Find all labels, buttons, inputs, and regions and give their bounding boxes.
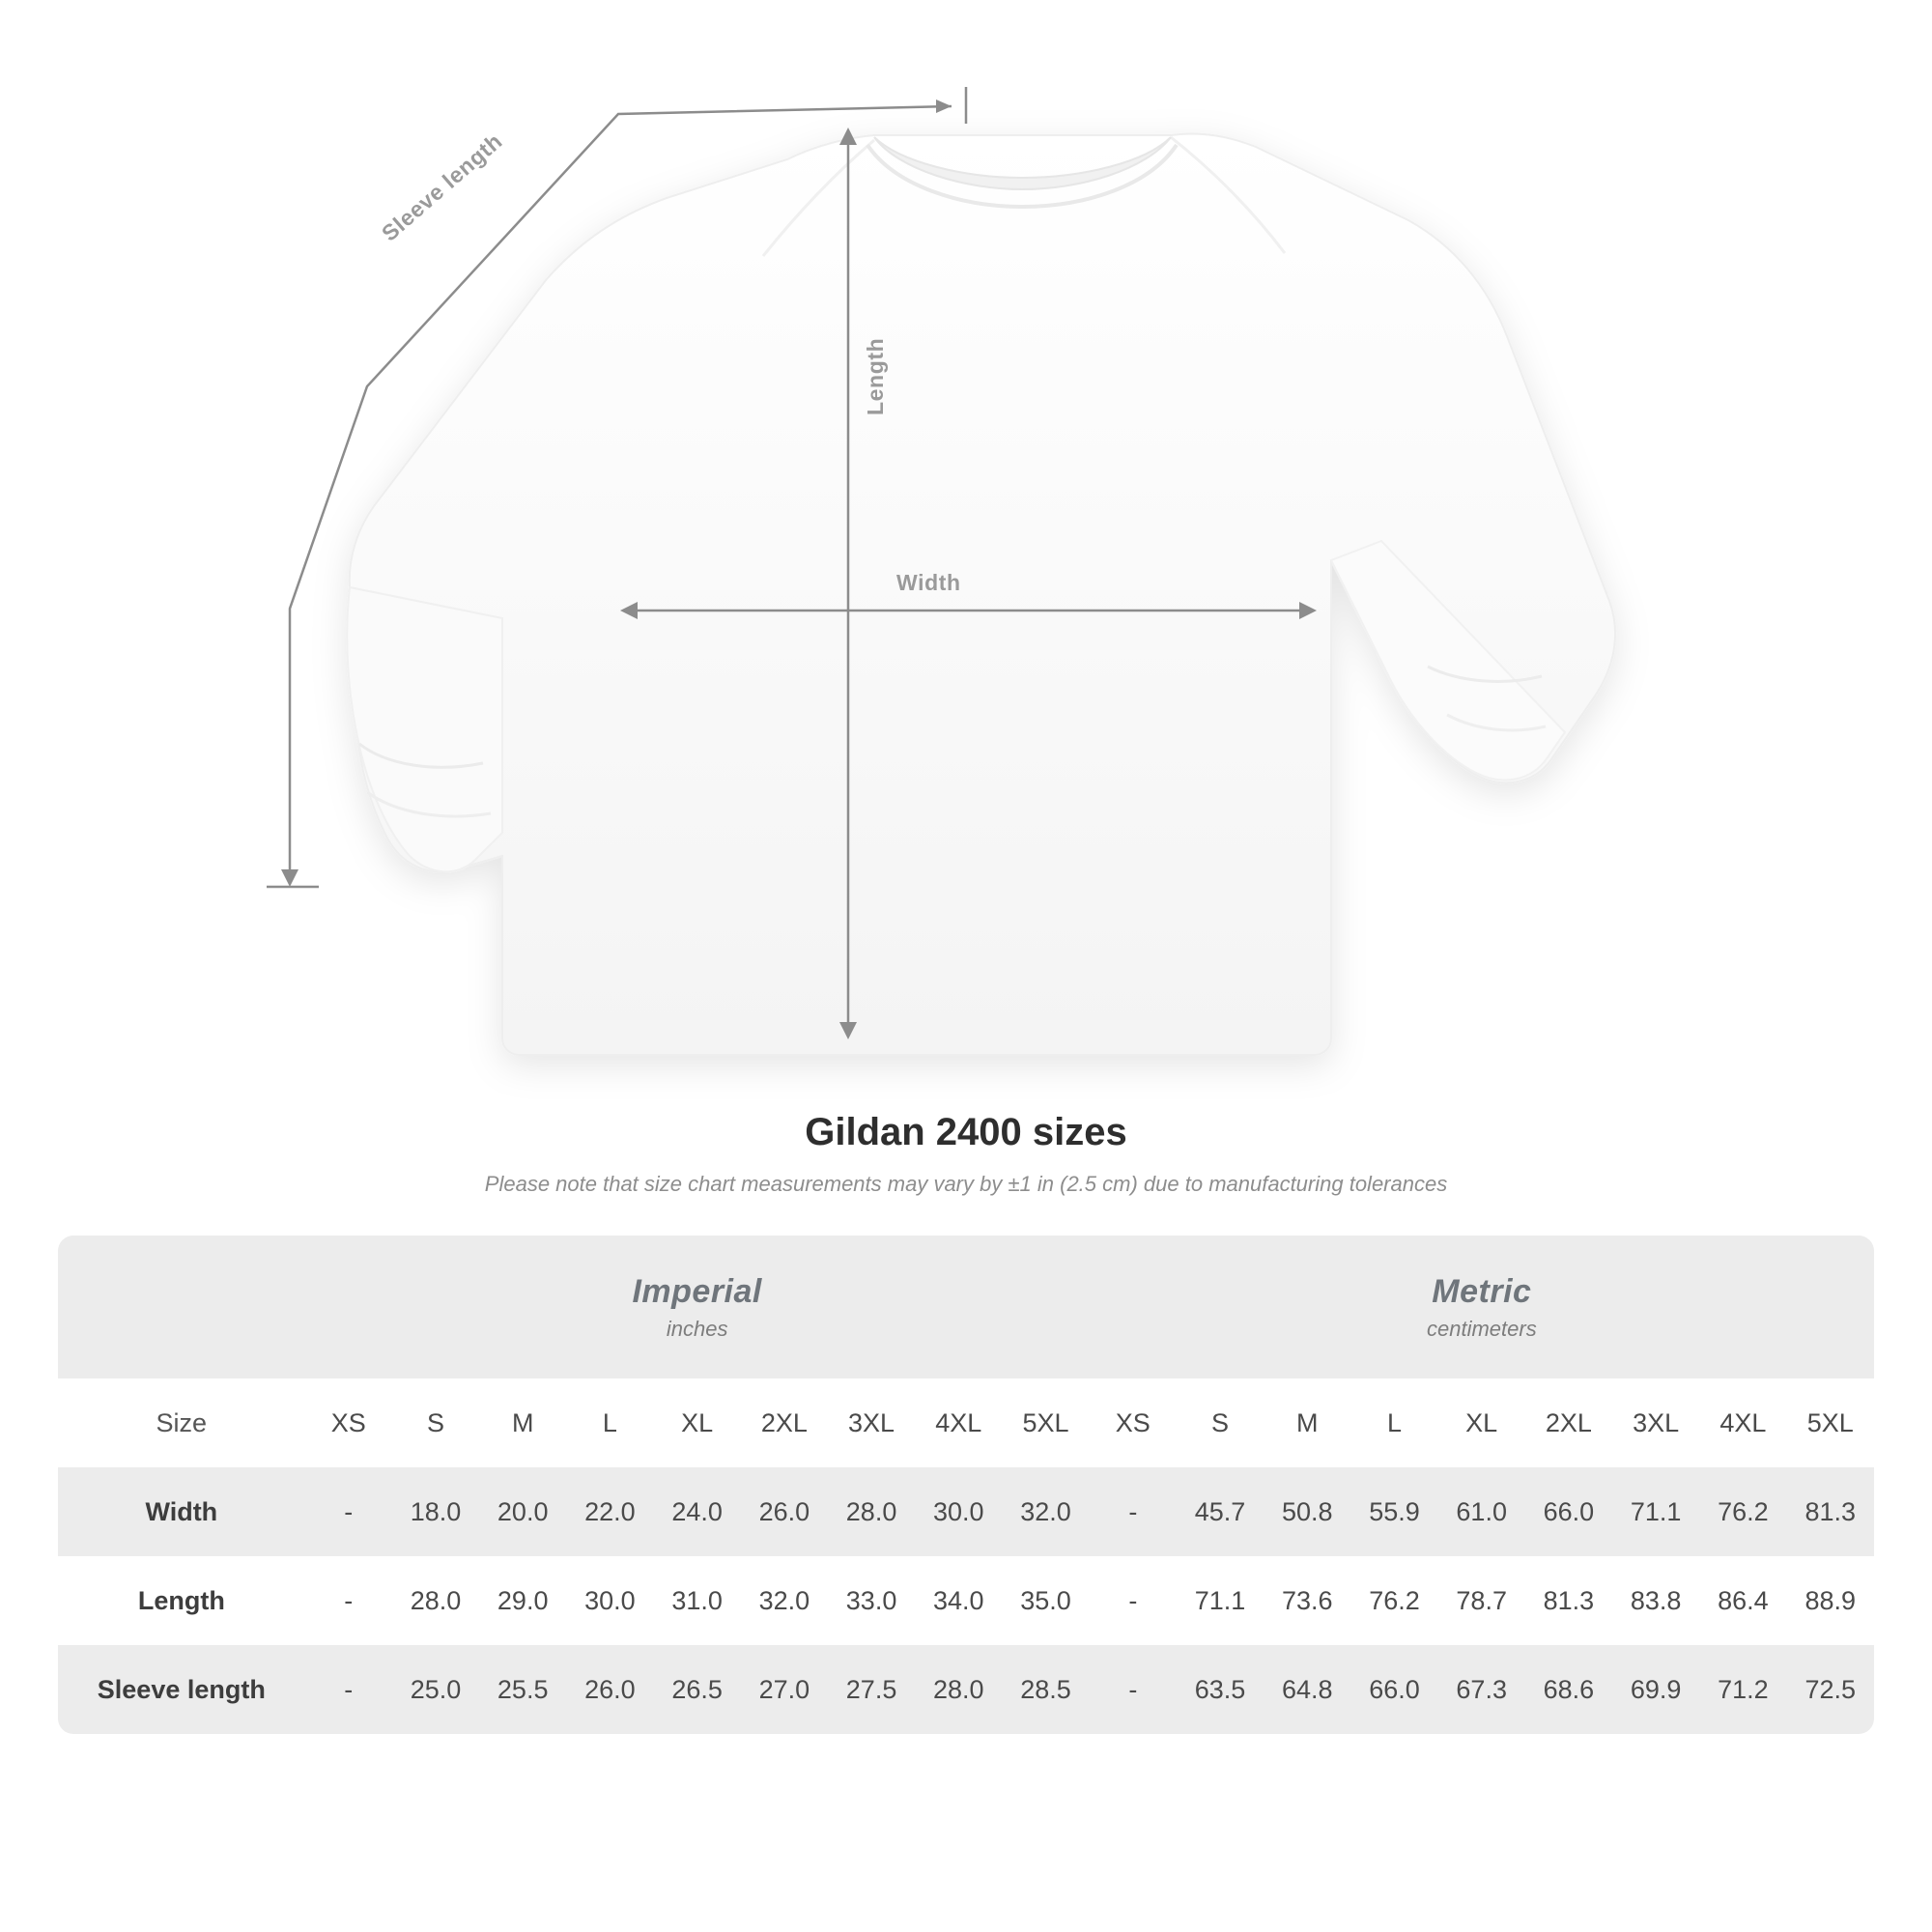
unit-group-imperial bbox=[305, 1236, 1090, 1378]
cell-width-met-2xl: 66.0 bbox=[1525, 1467, 1612, 1556]
column-header-met-xs: XS bbox=[1090, 1378, 1177, 1467]
cell-sleeve-met-3xl: 69.9 bbox=[1612, 1645, 1699, 1734]
unit-group-imperial-name: Imperial bbox=[632, 1272, 762, 1310]
cell-length-met-xs: - bbox=[1090, 1556, 1177, 1645]
cell-length-imp-4xl: 34.0 bbox=[915, 1556, 1002, 1645]
cell-length-met-4xl: 86.4 bbox=[1699, 1556, 1786, 1645]
cell-width-imp-xl: 24.0 bbox=[654, 1467, 741, 1556]
cell-sleeve-imp-s: 25.0 bbox=[392, 1645, 479, 1734]
unit-spacer-cell bbox=[58, 1236, 305, 1378]
cell-length-met-s: 71.1 bbox=[1177, 1556, 1264, 1645]
measurement-tolerance-note: Please note that size chart measurements may vary by ±1 in (2.5 cm) due to manufacturing tolerances bbox=[484, 1172, 1448, 1196]
row-label-length: Length bbox=[58, 1556, 305, 1645]
cell-length-met-3xl: 83.8 bbox=[1612, 1556, 1699, 1645]
unit-group-metric bbox=[1090, 1236, 1874, 1378]
cell-width-met-5xl: 81.3 bbox=[1786, 1467, 1874, 1556]
column-header-imp-5xl: 5XL bbox=[1002, 1378, 1089, 1467]
cell-width-met-s: 45.7 bbox=[1177, 1467, 1264, 1556]
size-table bbox=[58, 1236, 1874, 1734]
sleeve-length-dimension-label: Sleeve length bbox=[377, 128, 507, 246]
column-header-imp-xs: XS bbox=[305, 1378, 392, 1467]
cell-sleeve-imp-3xl: 27.5 bbox=[828, 1645, 915, 1734]
cell-sleeve-met-4xl: 71.2 bbox=[1699, 1645, 1786, 1734]
cell-width-met-l: 55.9 bbox=[1350, 1467, 1437, 1556]
column-header-imp-m: M bbox=[479, 1378, 566, 1467]
column-header-size: Size bbox=[58, 1378, 305, 1467]
column-header-imp-l: L bbox=[566, 1378, 653, 1467]
column-header-imp-xl: XL bbox=[654, 1378, 741, 1467]
cell-length-imp-m: 29.0 bbox=[479, 1556, 566, 1645]
column-header-met-l: L bbox=[1350, 1378, 1437, 1467]
cell-width-met-4xl: 76.2 bbox=[1699, 1467, 1786, 1556]
row-label-sleeve-length: Sleeve length bbox=[58, 1645, 305, 1734]
cell-width-met-xl: 61.0 bbox=[1438, 1467, 1525, 1556]
column-header-met-s: S bbox=[1177, 1378, 1264, 1467]
cell-sleeve-met-xs: - bbox=[1090, 1645, 1177, 1734]
table-header-row bbox=[58, 1378, 1874, 1467]
cell-width-imp-4xl: 30.0 bbox=[915, 1467, 1002, 1556]
cell-sleeve-met-xl: 67.3 bbox=[1438, 1645, 1525, 1734]
cell-width-met-3xl: 71.1 bbox=[1612, 1467, 1699, 1556]
cell-sleeve-imp-xl: 26.5 bbox=[654, 1645, 741, 1734]
column-header-met-xl: XL bbox=[1438, 1378, 1525, 1467]
cell-sleeve-imp-xs: - bbox=[305, 1645, 392, 1734]
cell-width-met-xs: - bbox=[1090, 1467, 1177, 1556]
column-header-met-2xl: 2XL bbox=[1525, 1378, 1612, 1467]
cell-sleeve-met-2xl: 68.6 bbox=[1525, 1645, 1612, 1734]
column-header-met-m: M bbox=[1264, 1378, 1350, 1467]
cell-width-imp-3xl: 28.0 bbox=[828, 1467, 915, 1556]
cell-length-met-l: 76.2 bbox=[1350, 1556, 1437, 1645]
cell-sleeve-met-m: 64.8 bbox=[1264, 1645, 1350, 1734]
cell-width-imp-s: 18.0 bbox=[392, 1467, 479, 1556]
unit-group-imperial-sub: inches bbox=[666, 1316, 728, 1341]
unit-group-row bbox=[58, 1236, 1874, 1378]
table-row bbox=[58, 1467, 1874, 1556]
cell-sleeve-met-5xl: 72.5 bbox=[1786, 1645, 1874, 1734]
column-header-imp-4xl: 4XL bbox=[915, 1378, 1002, 1467]
garment-body bbox=[347, 134, 1615, 1056]
cell-width-met-m: 50.8 bbox=[1264, 1467, 1350, 1556]
column-header-met-4xl: 4XL bbox=[1699, 1378, 1786, 1467]
chart-header bbox=[0, 1111, 1932, 1197]
cell-length-imp-xs: - bbox=[305, 1556, 392, 1645]
cell-length-met-2xl: 81.3 bbox=[1525, 1556, 1612, 1645]
column-header-met-3xl: 3XL bbox=[1612, 1378, 1699, 1467]
cell-length-met-5xl: 88.9 bbox=[1786, 1556, 1874, 1645]
cell-width-imp-m: 20.0 bbox=[479, 1467, 566, 1556]
table-row bbox=[58, 1645, 1874, 1734]
page-title: Gildan 2400 sizes bbox=[805, 1111, 1127, 1153]
column-header-imp-2xl: 2XL bbox=[741, 1378, 828, 1467]
length-dimension-label: Length bbox=[863, 337, 888, 415]
cell-width-imp-5xl: 32.0 bbox=[1002, 1467, 1089, 1556]
column-header-imp-s: S bbox=[392, 1378, 479, 1467]
cell-length-imp-3xl: 33.0 bbox=[828, 1556, 915, 1645]
cell-length-met-m: 73.6 bbox=[1264, 1556, 1350, 1645]
cell-sleeve-imp-5xl: 28.5 bbox=[1002, 1645, 1089, 1734]
cell-length-met-xl: 78.7 bbox=[1438, 1556, 1525, 1645]
column-header-met-5xl: 5XL bbox=[1786, 1378, 1874, 1467]
cell-sleeve-imp-4xl: 28.0 bbox=[915, 1645, 1002, 1734]
width-dimension-label: Width bbox=[896, 570, 961, 595]
cell-length-imp-xl: 31.0 bbox=[654, 1556, 741, 1645]
cell-width-imp-2xl: 26.0 bbox=[741, 1467, 828, 1556]
cell-sleeve-met-s: 63.5 bbox=[1177, 1645, 1264, 1734]
row-label-width: Width bbox=[58, 1467, 305, 1556]
cell-length-imp-s: 28.0 bbox=[392, 1556, 479, 1645]
cell-width-imp-l: 22.0 bbox=[566, 1467, 653, 1556]
cell-length-imp-l: 30.0 bbox=[566, 1556, 653, 1645]
cell-sleeve-imp-l: 26.0 bbox=[566, 1645, 653, 1734]
size-table-container bbox=[58, 1236, 1874, 1734]
unit-group-metric-name: Metric bbox=[1432, 1272, 1532, 1310]
column-header-imp-3xl: 3XL bbox=[828, 1378, 915, 1467]
cell-sleeve-imp-2xl: 27.0 bbox=[741, 1645, 828, 1734]
cell-sleeve-met-l: 66.0 bbox=[1350, 1645, 1437, 1734]
cell-sleeve-imp-m: 25.5 bbox=[479, 1645, 566, 1734]
cell-width-imp-xs: - bbox=[305, 1467, 392, 1556]
cell-length-imp-2xl: 32.0 bbox=[741, 1556, 828, 1645]
unit-group-metric-sub: centimeters bbox=[1426, 1316, 1537, 1341]
table-row bbox=[58, 1556, 1874, 1645]
cell-length-imp-5xl: 35.0 bbox=[1002, 1556, 1089, 1645]
